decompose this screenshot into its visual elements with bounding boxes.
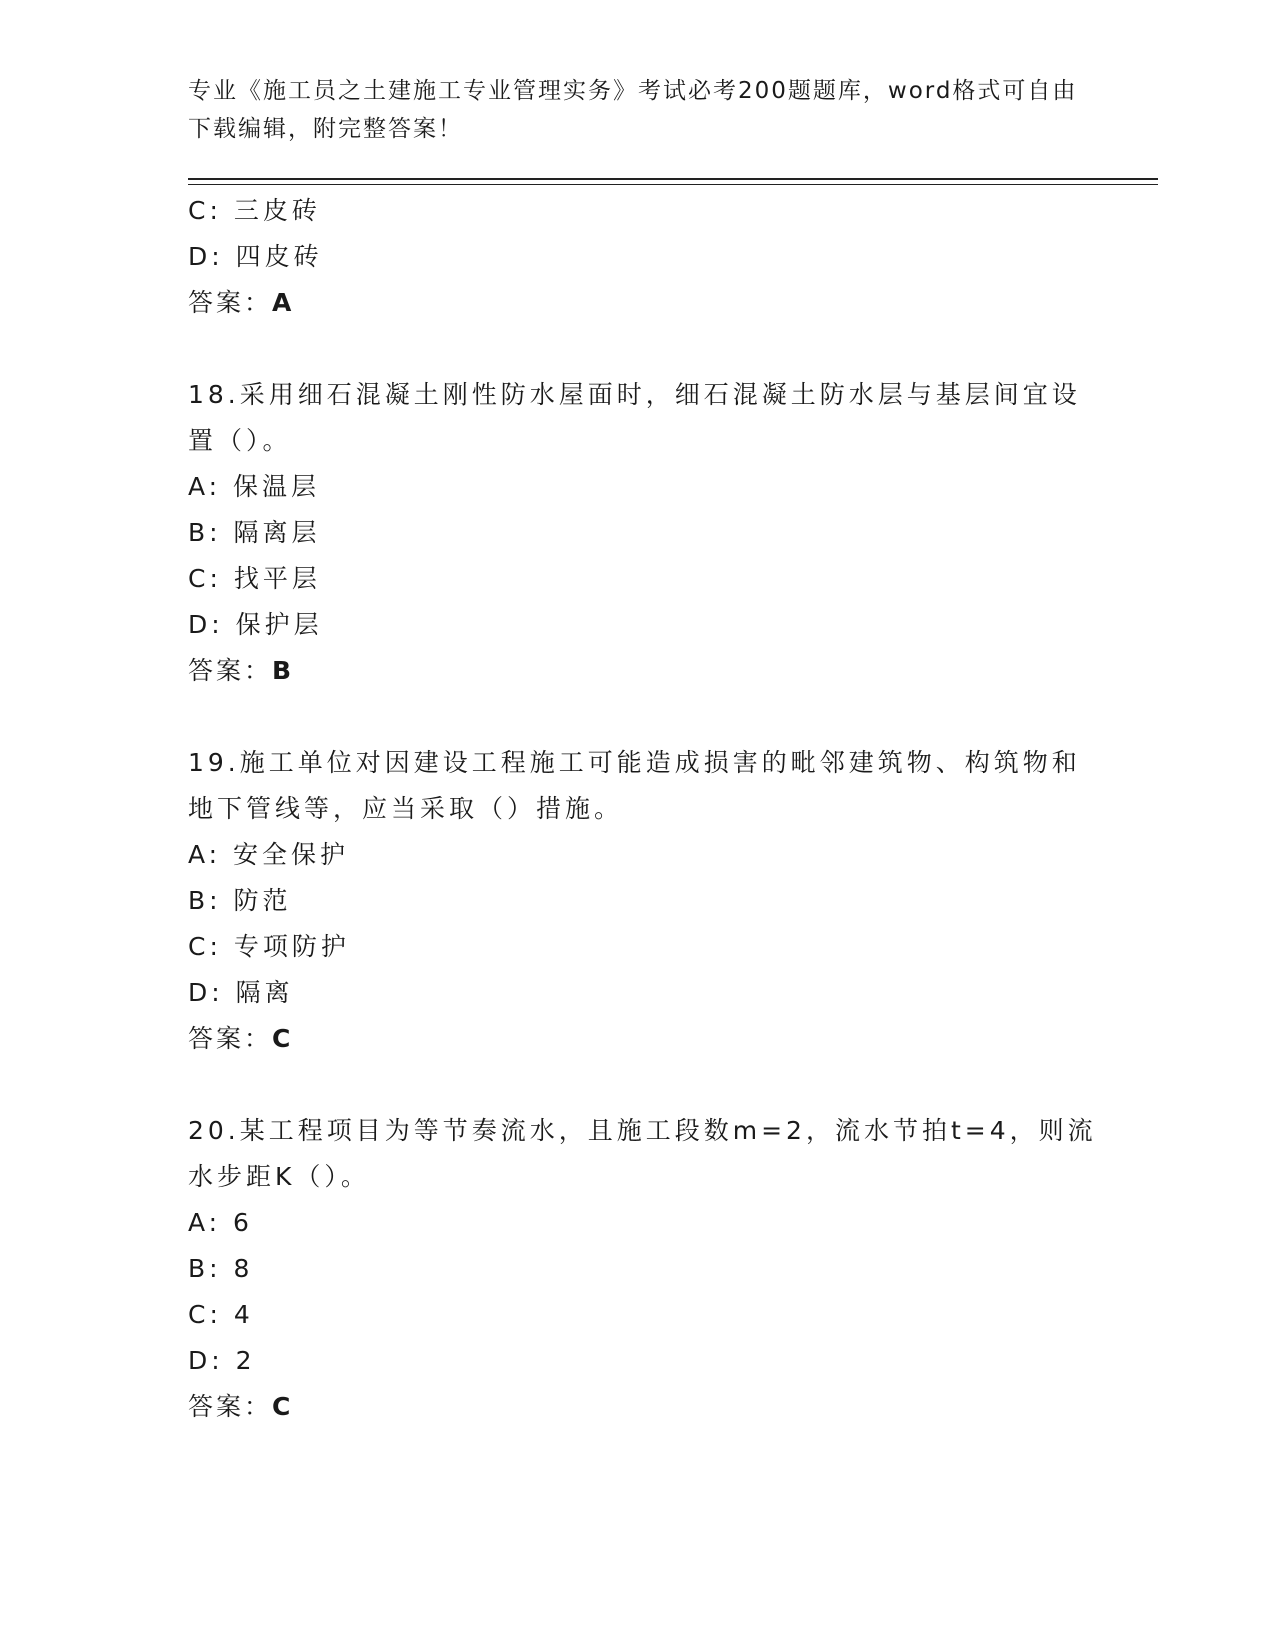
option-a: A: 保温层 bbox=[188, 472, 321, 501]
option-c: C: 4 bbox=[188, 1300, 254, 1329]
document-body bbox=[188, 188, 1097, 1430]
document-header bbox=[188, 72, 1088, 148]
option-c: C: 三皮砖 bbox=[188, 196, 321, 225]
question-20 bbox=[188, 1108, 1097, 1430]
option-c: C: 专项防护 bbox=[188, 932, 350, 961]
option-a: A: 6 bbox=[188, 1208, 253, 1237]
header-title-line-2: 下载编辑，附完整答案！ bbox=[188, 116, 463, 142]
question-stem-line-2: 水步距K（）。 bbox=[188, 1162, 370, 1191]
answer-value: C bbox=[272, 1024, 294, 1053]
question-stem-line-1: 20.某工程项目为等节奏流水，且施工段数m=2，流水节拍t=4，则流 bbox=[188, 1116, 1097, 1145]
option-b: B: 防范 bbox=[188, 886, 292, 915]
question-19 bbox=[188, 740, 1088, 1062]
option-a: A: 安全保护 bbox=[188, 840, 350, 869]
answer-label: 答案： bbox=[188, 1392, 273, 1421]
answer-label: 答案： bbox=[188, 288, 273, 317]
answer-label: 答案： bbox=[188, 656, 273, 685]
option-d: D: 四皮砖 bbox=[188, 242, 323, 271]
header-title-line-1: 专业《施工员之土建施工专业管理实务》考试必考200题题库，word格式可自由 bbox=[188, 78, 1078, 104]
answer-value: A bbox=[272, 288, 295, 317]
option-c: C: 找平层 bbox=[188, 564, 321, 593]
question-stem-line-1: 18.采用细石混凝土刚性防水屋面时，细石混凝土防水层与基层间宜设 bbox=[188, 380, 1081, 409]
header-divider-thick bbox=[188, 178, 1158, 180]
option-d: D: 保护层 bbox=[188, 610, 323, 639]
answer-line bbox=[188, 648, 1088, 694]
option-b: B: 8 bbox=[188, 1254, 254, 1283]
spacer bbox=[188, 694, 1088, 740]
spacer bbox=[188, 326, 1088, 372]
option-b: B: 隔离层 bbox=[188, 518, 321, 547]
header-divider-thin bbox=[188, 184, 1158, 185]
spacer bbox=[188, 1062, 1088, 1108]
question-stem-line-2: 地下管线等，应当采取（）措施。 bbox=[188, 794, 624, 823]
answer-line bbox=[188, 1016, 1088, 1062]
answer-value: C bbox=[272, 1392, 294, 1421]
question-18 bbox=[188, 372, 1088, 694]
answer-line bbox=[188, 280, 1088, 326]
option-d: D: 隔离 bbox=[188, 978, 294, 1007]
answer-line bbox=[188, 1384, 1088, 1430]
question-stem-line-2: 置（）。 bbox=[188, 426, 292, 455]
carryover-question bbox=[188, 188, 1088, 326]
answer-value: B bbox=[272, 656, 295, 685]
option-d: D: 2 bbox=[188, 1346, 256, 1375]
answer-label: 答案： bbox=[188, 1024, 273, 1053]
question-stem-line-1: 19.施工单位对因建设工程施工可能造成损害的毗邻建筑物、构筑物和 bbox=[188, 748, 1081, 777]
